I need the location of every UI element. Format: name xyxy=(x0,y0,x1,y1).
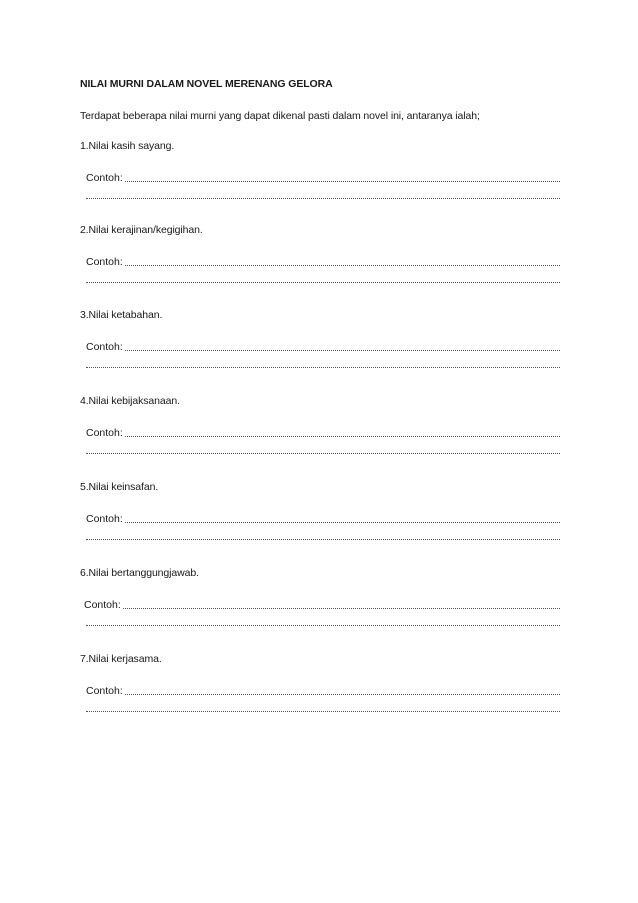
dotted-fill-line xyxy=(125,340,560,351)
example-label: Contoh: xyxy=(86,513,123,525)
value-heading: 6.Nilai bertanggungjawab. xyxy=(80,567,199,579)
example-label: Contoh: xyxy=(86,427,123,439)
example-answer-line[interactable] xyxy=(86,254,560,268)
dotted-fill-line xyxy=(123,598,560,609)
value-section-5 xyxy=(0,481,638,571)
answer-continuation-line[interactable] xyxy=(86,449,560,454)
example-answer-line[interactable] xyxy=(86,425,560,439)
example-answer-line[interactable] xyxy=(86,683,560,697)
answer-continuation-line[interactable] xyxy=(86,535,560,540)
example-answer-line[interactable] xyxy=(86,339,560,353)
example-label: Contoh: xyxy=(86,341,123,353)
example-label: Contoh: xyxy=(86,256,123,268)
value-heading: 3.Nilai ketabahan. xyxy=(80,309,163,321)
example-answer-line[interactable] xyxy=(86,170,560,184)
dotted-fill-line xyxy=(125,171,560,182)
example-answer-line[interactable] xyxy=(86,511,560,525)
answer-continuation-line[interactable] xyxy=(86,278,560,283)
value-section-2 xyxy=(0,224,638,314)
value-section-3 xyxy=(0,309,638,399)
answer-continuation-line[interactable] xyxy=(86,194,560,199)
value-section-7 xyxy=(0,653,638,743)
example-label: Contoh: xyxy=(86,172,123,184)
value-heading: 2.Nilai kerajinan/kegigihan. xyxy=(80,224,203,236)
value-heading: 4.Nilai kebijaksanaan. xyxy=(80,395,180,407)
example-label: Contoh: xyxy=(86,685,123,697)
answer-continuation-line[interactable] xyxy=(86,707,560,712)
example-answer-line[interactable] xyxy=(84,597,560,611)
dotted-fill-line xyxy=(125,512,560,523)
value-heading: 5.Nilai keinsafan. xyxy=(80,481,159,493)
value-heading: 1.Nilai kasih sayang. xyxy=(80,140,175,152)
value-section-6 xyxy=(0,567,638,657)
value-heading: 7.Nilai kerjasama. xyxy=(80,653,162,665)
dotted-fill-line xyxy=(125,684,560,695)
page-title: NILAI MURNI DALAM NOVEL MERENANG GELORA xyxy=(80,78,333,90)
value-section-4 xyxy=(0,395,638,485)
answer-continuation-line[interactable] xyxy=(86,363,560,368)
answer-continuation-line[interactable] xyxy=(86,621,560,626)
value-section-1 xyxy=(0,140,638,230)
intro-text: Terdapat beberapa nilai murni yang dapat dikenal pasti dalam novel ini, antaranya ialah; xyxy=(80,110,480,122)
example-label: Contoh: xyxy=(84,599,121,611)
dotted-fill-line xyxy=(125,426,560,437)
dotted-fill-line xyxy=(125,255,560,266)
